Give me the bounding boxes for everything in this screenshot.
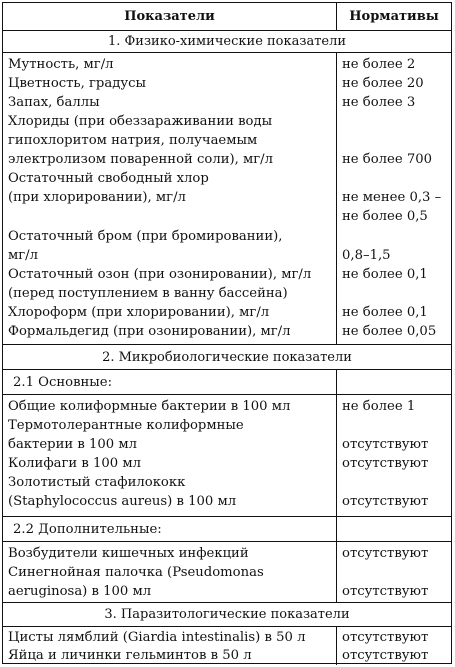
subsection-additional [3, 517, 451, 542]
subsection-basic-body [3, 395, 451, 517]
indicator-chlorides-l3: электролизом поваренной соли), мг/л [8, 152, 274, 167]
norm-pseudomonas: отсутствуют [342, 584, 429, 599]
norm-helminths: отсутствуют [342, 648, 429, 663]
section-title-parasito [3, 603, 451, 627]
header-indicators: Показатели [124, 9, 215, 24]
indicator-chlorides-l1: Хлориды (при обеззараживании воды [8, 114, 273, 129]
indicator-color: Цветность, градусы [8, 76, 146, 91]
subsection-basic [3, 370, 451, 395]
norm-turbidity: не более 2 [342, 57, 416, 72]
subsection-additional-body [3, 542, 451, 603]
indicator-free-chlorine-l2: (при хлорировании), мг/л [8, 190, 186, 205]
norm-bromine: 0,8–1,5 [342, 248, 391, 263]
norm-coliforms: не более 1 [342, 399, 416, 414]
section-physchem-body [3, 53, 451, 345]
section-title-microbio [3, 345, 451, 370]
indicator-pseudomonas-l1: Синегнойная палочка (Pseudomonas [8, 565, 264, 580]
norm-ozone: не более 0,1 [342, 267, 428, 282]
indicator-odor: Запах, баллы [8, 95, 100, 110]
section-title: 1. Физико-химические показатели [107, 34, 347, 49]
section-title: 2. Микробиологические показатели [102, 349, 352, 365]
subsection-label: 2.2 Дополнительные: [13, 522, 162, 537]
table-header [3, 3, 451, 31]
norm-color: не более 20 [342, 76, 424, 91]
norm-chloroform: не более 0,1 [342, 305, 428, 320]
subsection-label: 2.1 Основные: [13, 375, 113, 390]
norm-thermotolerant: отсутствуют [342, 437, 429, 452]
indicator-coliforms: Общие колиформные бактерии в 100 мл [8, 399, 291, 414]
indicator-chloroform: Хлороформ (при хлорировании), мг/л [8, 305, 270, 320]
indicator-coliphages: Колифаги в 100 мл [8, 456, 142, 471]
indicator-helminths: Яйца и личинки гельминтов в 50 л [8, 648, 252, 663]
indicator-turbidity: Мутность, мг/л [8, 57, 114, 72]
indicator-pseudomonas-l2: aeruginosa) в 100 мл [8, 584, 152, 599]
section-title: 3. Паразитологические показатели [104, 607, 350, 622]
norm-staph: отсутствуют [342, 494, 429, 509]
indicator-ozone-l1: Остаточный озон (при озонировании), мг/л [8, 267, 312, 282]
indicator-thermotolerant-l1: Термотолерантные колиформные [8, 418, 244, 433]
indicator-staph-l1: Золотистый стафилококк [8, 475, 186, 490]
water-quality-table [2, 2, 452, 664]
norm-coliphages: отсутствуют [342, 456, 429, 471]
indicator-intestinal: Возбудители кишечных инфекций [8, 546, 249, 561]
indicator-free-chlorine-l1: Остаточный свободный хлор [8, 171, 209, 186]
norm-free-chlorine-l2: не более 0,5 [342, 209, 428, 224]
norm-intestinal: отсутствуют [342, 546, 429, 561]
indicator-ozone-l2: (перед поступлением в ванну бассейна) [8, 286, 288, 301]
norm-odor: не более 3 [342, 95, 416, 110]
section-title-physchem [3, 31, 451, 53]
indicator-bromine-l1: Остаточный бром (при бромировании), [8, 229, 283, 244]
indicator-staph-l2: (Staphylococcus aureus) в 100 мл [8, 494, 237, 509]
norm-formaldehyde: не более 0,05 [342, 324, 437, 339]
norm-giardia: отсутствуют [342, 630, 429, 645]
indicator-giardia: Цисты лямблий (Giardia intestinalis) в 50 л [8, 630, 306, 645]
header-norms: Нормативы [349, 9, 439, 24]
indicator-thermotolerant-l2: бактерии в 100 мл [8, 437, 137, 452]
section-parasito-body [3, 627, 451, 665]
norm-free-chlorine-l1: не менее 0,3 – [342, 190, 442, 205]
indicator-chlorides-l2: гипохлоритом натрия, получаемым [8, 133, 258, 148]
indicator-formaldehyde: Формальдегид (при озонировании), мг/л [8, 324, 291, 339]
norm-chlorides: не более 700 [342, 152, 433, 167]
indicator-bromine-l2: мг/л [8, 248, 38, 263]
